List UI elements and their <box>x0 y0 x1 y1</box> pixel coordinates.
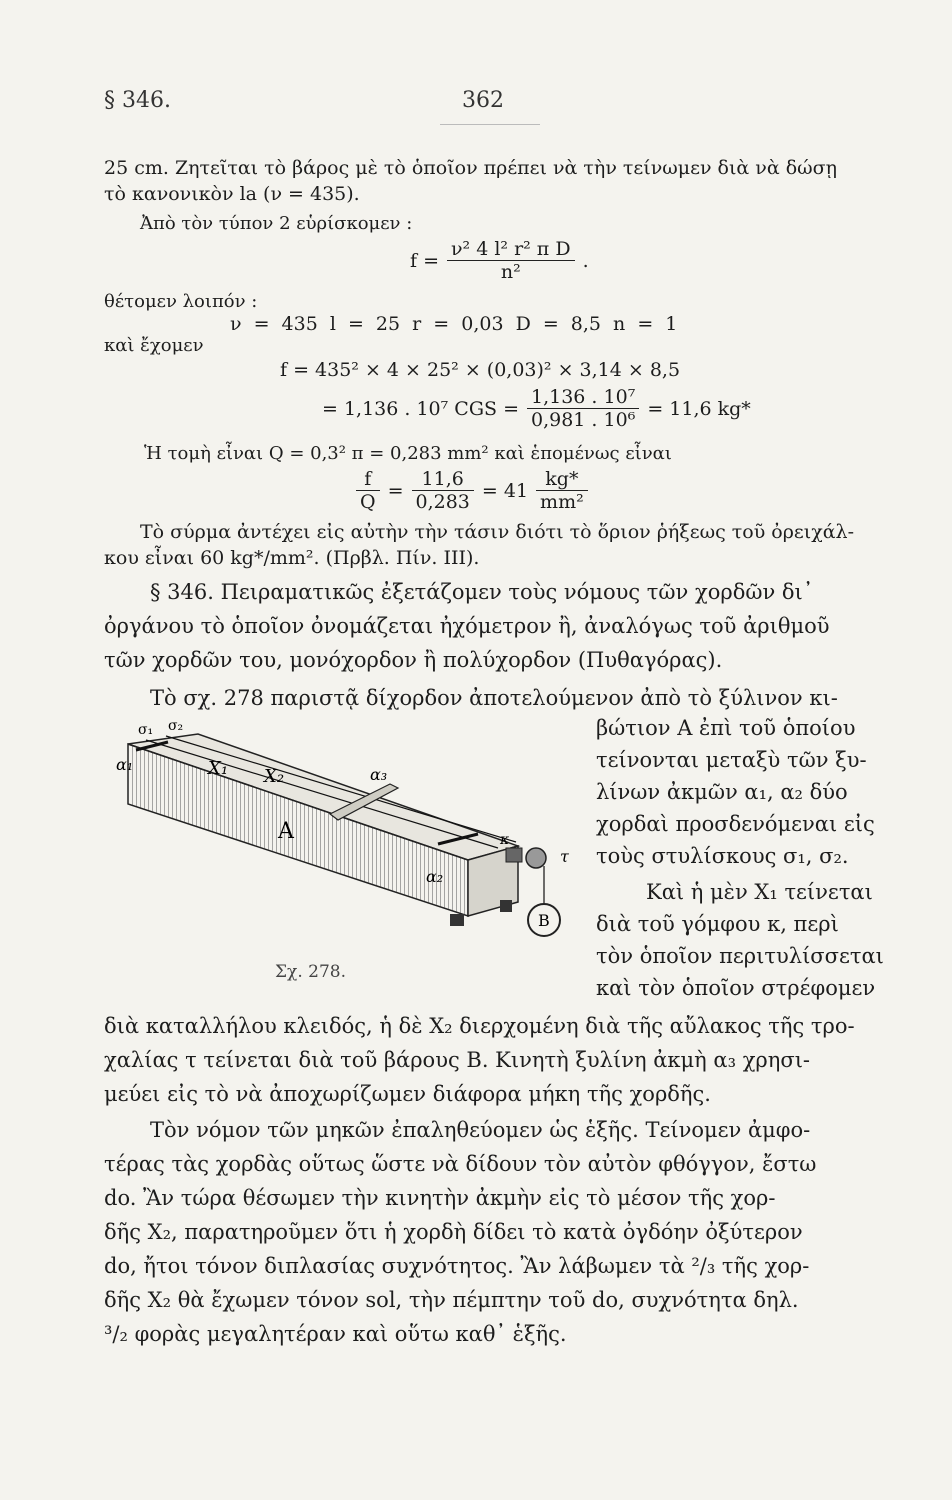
label-a2: α₂ <box>426 867 444 886</box>
label-s2: σ₂ <box>168 720 184 734</box>
figure-caption: Σχ. 278. <box>275 962 346 982</box>
label-box-a: A <box>278 819 294 844</box>
box-foot <box>500 900 512 912</box>
denominator: Q <box>360 491 376 513</box>
text-line: κου εἶναι 60 kg*/mm². (Πρβλ. Πίν. III). <box>104 547 480 569</box>
text-line: Τὸ σύρμα ἀντέχει εἰς αὐτὴν τὴν τάσιν διότι τὸ ὅριον ῥήξεως τοῦ ὀρειχάλ- <box>140 521 855 543</box>
body-line: τέρας τὰς χορδὰς οὕτως ὥστε νὰ δίδουν τὸν αὐτὸν φθόγγον, ἔστω <box>104 1152 817 1176</box>
numerator: 11,6 <box>412 468 474 491</box>
denominator: 0,283 <box>415 491 470 513</box>
formula-stress <box>356 468 588 513</box>
figure-sonometer <box>108 720 586 980</box>
denominator: mm² <box>540 491 584 513</box>
body-line: δῆς X₂ θὰ ἔχωμεν τόνον sol, τὴν πέμπτην τοῦ do, συχνότητα δηλ. <box>104 1288 799 1312</box>
fraction <box>536 468 588 513</box>
denominator: n² <box>500 261 521 283</box>
numerator: 1,136 . 10⁷ <box>527 386 639 409</box>
body-line: Τὸν νόμον τῶν μηκῶν ἐπαληθεύομεν ὡς ἑξῆς. Τείνομεν ἀμφο- <box>150 1118 811 1142</box>
section-line: τῶν χορδῶν του, μονόχορδον ἢ πολύχορδον (Πυθαγόρας). <box>104 648 723 672</box>
label-a1: α₁ <box>116 755 134 774</box>
page-number: 362 <box>462 88 504 113</box>
formula-result <box>322 386 751 431</box>
text-line: Ἀπὸ τὸν τύπον 2 εὑρίσκομεν : <box>140 213 413 234</box>
body-line: χαλίας τ τείνεται διὰ τοῦ βάρους B. Κινητὴ ξυλίνη ἀκμὴ α₃ χρησι- <box>104 1048 811 1072</box>
formula-substitution: f = 435² × 4 × 25² × (0,03)² × 3,14 × 8,5 <box>280 359 681 381</box>
numerator: ν² 4 l² r² π D <box>447 238 575 261</box>
fraction <box>527 386 639 431</box>
body-line: Τὸ σχ. 278 παριστᾷ δίχορδον ἀποτελούμενον ἀπὸ τὸ ξύλινον κι- <box>150 686 838 710</box>
body-line: τὸν ὁποῖον περιτυλίσσεται <box>596 944 884 968</box>
denominator: 0,981 . 10⁶ <box>531 409 636 431</box>
fraction <box>356 468 380 513</box>
body-line: χορδαὶ προσδενόμεναι εἰς <box>596 812 875 836</box>
section-line: ὀργάνου τὸ ὁποῖον ὀνομάζεται ἠχόμετρον ἢ, ἀναλόγως τοῦ ἀριθμοῦ <box>104 614 830 638</box>
box-foot <box>450 914 464 926</box>
body-line: διὰ καταλλήλου κλειδός, ἡ δὲ X₂ διερχομένη διὰ τῆς αὔλακος τῆς τρο- <box>104 1014 855 1038</box>
body-line: διὰ τοῦ γόμφου κ, περὶ <box>596 912 839 936</box>
body-line: Καὶ ἡ μὲν X₁ τείνεται <box>646 880 873 904</box>
label-t: τ <box>560 847 569 866</box>
equals: = <box>387 479 404 502</box>
body-line: do, ἤτοι τόνον διπλασίας συχνότητος. Ἂν λάβωμεν τὰ ²/₃ τῆς χορ- <box>104 1254 810 1278</box>
pulley <box>526 848 546 868</box>
given-values: ν = 435 l = 25 r = 0,03 D = 8,5 n = 1 <box>230 313 678 335</box>
body-line: καὶ τὸν ὁποῖον στρέφομεν <box>596 976 876 1000</box>
body-line: τείνονται μεταξὺ τῶν ξυ- <box>596 748 867 772</box>
text-line: καὶ ἔχομεν <box>104 335 204 356</box>
body-line: ³/₂ φορὰς μεγαλητέραν καὶ οὕτω καθ᾿ ἑξῆς. <box>104 1322 567 1346</box>
period: . <box>582 249 589 272</box>
running-head-section: § 346. <box>104 88 171 113</box>
body-line: δῆς X₂, παρατηροῦμεν ὅτι ἡ χορδὴ δίδει τὸ κατὰ ὀγδόην ὀξύτερον <box>104 1220 803 1244</box>
label-a3: α₃ <box>370 765 388 784</box>
body-line: τοὺς στυλίσκους σ₁, σ₂. <box>596 844 849 868</box>
section-line: § 346. Πειραματικῶς ἐξετάζομεν τοὺς νόμους τῶν χορδῶν δι᾿ <box>150 580 814 604</box>
label-x1: X₁ <box>208 758 229 779</box>
formula-left: = 1,136 . 10⁷ CGS = <box>322 397 519 420</box>
label-x2: X₂ <box>264 766 285 787</box>
formula-mid: = 41 <box>481 479 529 502</box>
header-rule <box>440 124 540 125</box>
body-line: λίνων ἀκμῶν α₁, α₂ δύο <box>596 780 848 804</box>
fraction <box>447 238 575 283</box>
label-s1: σ₁ <box>138 722 154 738</box>
text-line: Ἡ τομὴ εἶναι Q = 0,3² π = 0,283 mm² καὶ ἑπομένως εἶναι <box>144 443 672 464</box>
peg <box>506 848 522 862</box>
fraction <box>412 468 474 513</box>
body-line: μεύει εἰς τὸ νὰ ἀποχωρίζωμεν διάφορα μήκη τῆς χορδῆς. <box>104 1082 711 1106</box>
formula-lhs: f = <box>410 249 439 272</box>
formula-right: = 11,6 kg* <box>647 397 751 420</box>
formula-frequency <box>410 238 589 283</box>
label-b: B <box>538 911 550 930</box>
label-k: κ <box>500 832 510 848</box>
body-line: βώτιον A ἐπὶ τοῦ ὁποίου <box>596 716 856 740</box>
numerator: f <box>356 468 380 491</box>
text-line: 25 cm. Ζητεῖται τὸ βάρος μὲ τὸ ὁποῖον πρέπει νὰ τὴν τείνωμεν διὰ νὰ δώσῃ <box>104 157 838 179</box>
numerator: kg* <box>536 468 588 491</box>
text-line: τὸ κανονικὸν la (ν = 435). <box>104 183 360 205</box>
text-line: θέτομεν λοιπόν : <box>104 291 258 312</box>
body-line: do. Ἂν τώρα θέσωμεν τὴν κινητὴν ἀκμὴν εἰς τὸ μέσον τῆς χορ- <box>104 1186 776 1210</box>
